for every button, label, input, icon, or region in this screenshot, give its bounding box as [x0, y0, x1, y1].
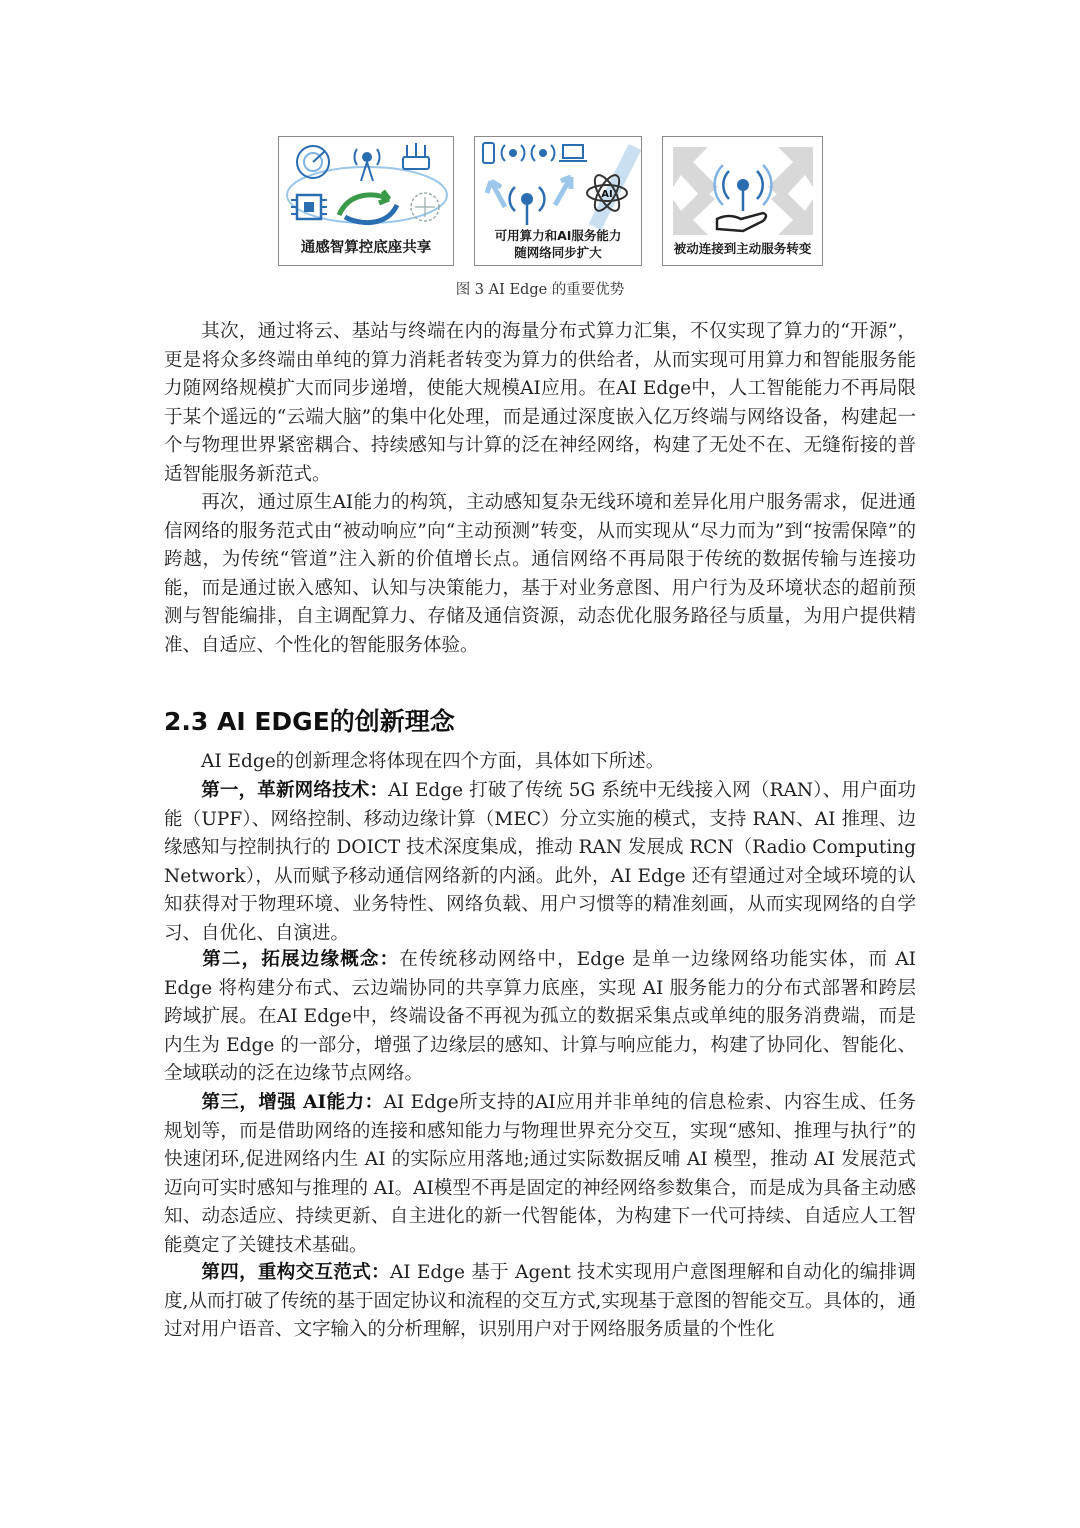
panel-caption-line: 可用算力和AI服务能力: [494, 228, 622, 243]
innovation-item: [164, 777, 916, 949]
phone-icon: [483, 143, 494, 163]
hand-icon: [717, 213, 766, 231]
figure-panel-shared-base: [278, 136, 454, 266]
figure-caption: 图 3 AI Edge 的重要优势: [455, 282, 625, 298]
sync-arrows-icon: [339, 191, 397, 223]
paragraph: [164, 489, 916, 661]
item-text: AI Edge所支持的AI应用并非单纯的信息检索、内容生成、任务规划等，而是借助网络的连接和感知能力与物理世界充分交互，实现“感知、推理与执行”的快速闭环,促进网络内生 AI 的实际应用落地;通过实际数据反哺 AI 模型，推动 AI 发展范式迈向可实时感知与推理的 AI。AI模型不再是固定的神经网络参数集合，而是成为具备主动感知、动态适应、持续更新、自主进化的新一代智能体，为构建下一代可持续、自适应人工智能奠定了关键技术基础。: [164, 1092, 917, 1256]
innovation-item: [164, 946, 916, 1089]
router-icon: [403, 143, 429, 169]
section-title: 2.3 AI EDGE的创新理念: [164, 707, 455, 736]
section-intro: [164, 748, 916, 777]
panel-caption: [475, 227, 641, 261]
paragraph-text: 其次，通过将云、基站与终端在内的海量分布式算力汇集，不仅实现了算力的“开源”，更是将众多终端由单纯的算力消耗者转变为算力的供给者，从而实现可用算力和智能服务能力随网络规模扩大而同步递增，使能大规模AI应用。在AI Edge中，人工智能能力不再局限于某个遥远的“云端大脑”的集中化处理，而是通过深度嵌入亿万终端与网络设备，构建起一个与物理世界紧密耦合、持续感知与计算的泛在神经网络，构建了无处不在、无缝衔接的普适智能服务新范式。: [164, 321, 916, 485]
item-lead: 第三，增强 AI能力：: [201, 1092, 384, 1113]
laptop-icon: [559, 145, 587, 161]
antenna-icon: [510, 187, 545, 225]
panel-caption: 通感智算控底座共享: [300, 240, 432, 256]
up-arrow-icon: [555, 177, 571, 205]
figure-panel-compute-scaling: [474, 136, 642, 266]
item-lead: 第四，重构交互范式：: [201, 1262, 390, 1283]
paragraph-text: 再次，通过原生AI能力的构筑，主动感知复杂无线环境和差异化用户服务需求，促进通信网络的服务范式由“被动响应”向“主动预测”转变，从而实现从“尽力而为”到“按需保障”的跨越，为传统“管道”注入新的价值增长点。通信网络不再局限于传统的数据传输与连接功能，而是通过嵌入感知、认知与决策能力，基于对业务意图、用户行为及环境状态的超前预测与智能编排，自主调配算力、存储及通信资源，动态优化服务路径与质量，为用户提供精准、自适应、个性化的智能服务体验。: [164, 492, 916, 656]
figure-3: [278, 136, 823, 268]
panel-caption-line: 随网络同步扩大: [514, 245, 602, 260]
up-arrow-icon: [487, 181, 505, 207]
paragraph: [164, 318, 916, 490]
ai-badge: AI: [601, 189, 613, 200]
item-text: AI Edge 基于 Agent 技术实现用户意图理解和自动化的编排调度,从而打破了传统的基于固定协议和流程的交互方式,实现基于意图的智能交互。具体的，通过对用户语音、文字输入的分析理解，识别用户对于网络服务质量的个性化: [164, 1262, 916, 1341]
item-text: 在传统移动网络中，Edge 是单一边缘网络功能实体，而 AI Edge 将构建分布式、云边端协同的共享算力底座，实现 AI 服务能力的分布式部署和跨层跨域扩展。在AI Edge中，终端设备不再视为孤立的数据采集点或单纯的服务消费端，而是内生为 Edge 的一部分，增强了边缘层的感知、计算与响应能力，构建了协同化、智能化、全域联动的泛在边缘节点网络。: [164, 949, 916, 1085]
panel-caption: 被动连接到主动服务转变: [673, 241, 812, 256]
brain-icon: [411, 193, 439, 221]
paragraph-text: AI Edge的创新理念将体现在四个方面，具体如下所述。: [201, 751, 665, 772]
antenna-icon: [532, 145, 555, 161]
figure-panel-active-service: [662, 136, 823, 266]
item-lead: 第二，拓展边缘概念：: [201, 949, 400, 970]
antenna-icon: [502, 145, 525, 161]
chip-icon: [291, 195, 327, 219]
item-text: AI Edge 打破了传统 5G 系统中无线接入网（RAN）、用户面功能（UPF）、网络控制、移动边缘计算（MEC）分立实施的模式，支持 RAN、AI 推理、边缘感知与控制执行的 DOICT 技术深度集成，推动 RAN 发展成 RCN（Radio Computing Network），从而赋予移动通信网络新的内涵。此外，AI Edge 还有望通过对全域环境的认知获得对于物理环境、业务特性、网络负载、用户习惯等的精准刻画，从而实现网络的自学习、自优化、自演进。: [164, 780, 916, 944]
antenna-icon: [354, 149, 379, 181]
innovation-item: [164, 1089, 916, 1261]
antenna-icon: [715, 165, 772, 211]
innovation-item: [164, 1259, 916, 1345]
item-lead: 第一，革新网络技术：: [201, 780, 389, 801]
